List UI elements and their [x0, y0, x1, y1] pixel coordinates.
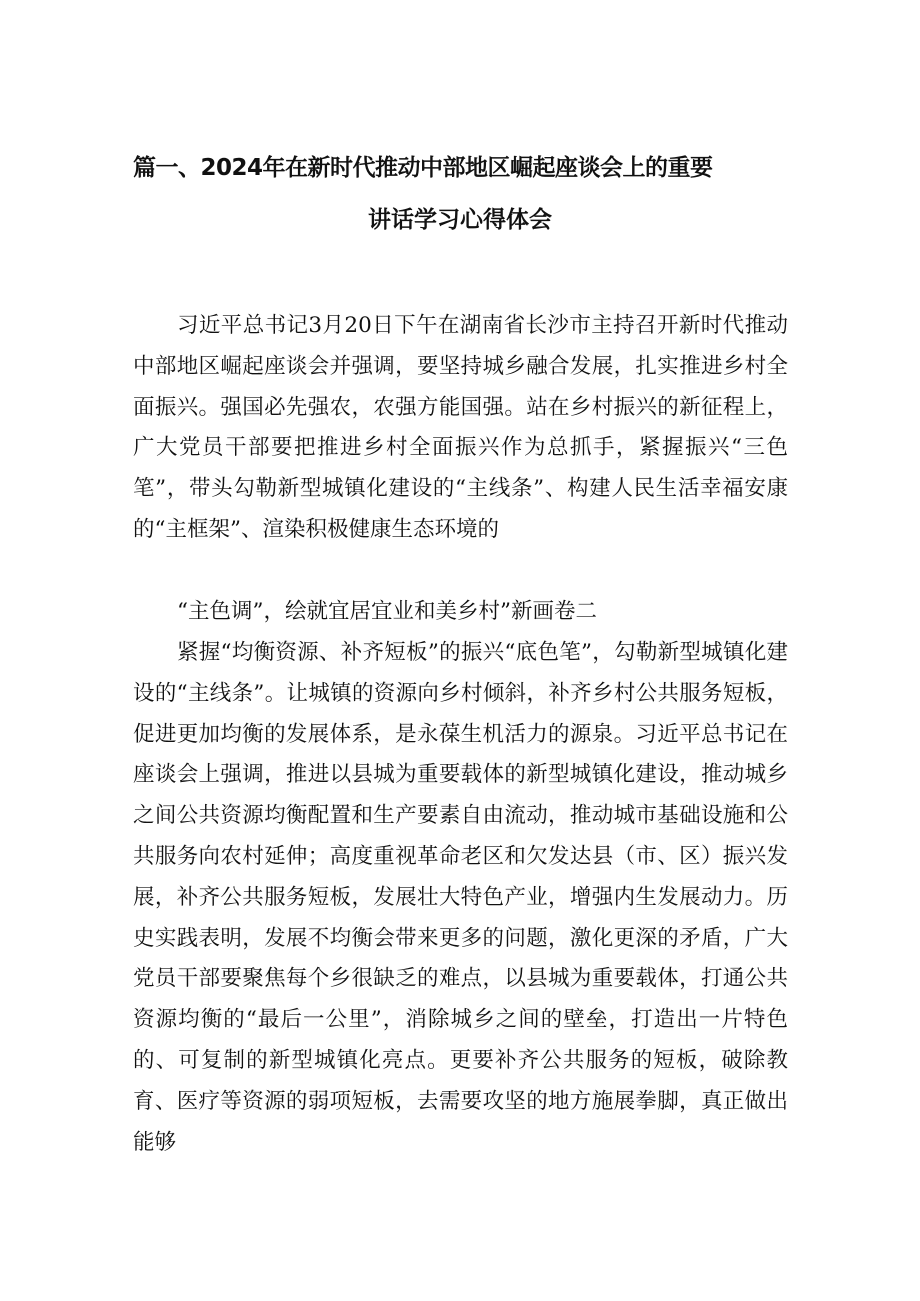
paragraph-2: 紧握“均衡资源、补齐短板”的振兴“底色笔”，勾勒新型城镇化建设的“主线条”。让城镇的资源向乡村倾斜，补齐乡村公共服务短板，促进更加均衡的发展体系，是永葆生机活力的源泉。习近平总书记在座谈会上强调，推进以县城为重要载体的新型城镇化建设，推动城乡之间公共资源均衡配置和生产要素自由流动，推动城市基础设施和公共服务向农村延伸；高度重视革命老区和欠发达县（市、区）振兴发展，补齐公共服务短板，发展壮大特色产业，增强内生发展动力。历史实践表明，发展不均衡会带来更多的问题，激化更深的矛盾，广大党员干部要聚焦每个乡很缺乏的难点，以县城为重要载体，打通公共资源均衡的“最后一公里”，消除城乡之间的壁垒，打造出一片特色的、可复制的新型城镇化亮点。更要补齐公共服务的短板，破除教育、医疗等资源的弱项短板，去需要攻坚的地方施展拳脚，真正做出能够 [133, 640, 788, 1155]
document-title-line-1: 篇一、2024年在新时代推动中部地区崛起座谈会上的重要 [133, 155, 713, 181]
document-title-line-2: 讲话学习心得体会 [368, 207, 552, 233]
paragraph-1-tail: “主色调”，绘就宜居宜业和美乡村”新画卷二 [177, 599, 597, 624]
paragraph-1: 习近平总书记3月20日下午在湖南省长沙市主持召开新时代推动中部地区崛起座谈会并强调，要坚持城乡融合发展，扎实推进乡村全面振兴。强国必先强农，农强方能国强。站在乡村振兴的新征程上，广大党员干部要把推进乡村全面振兴作为总抓手，紧握振兴“三色笔”，带头勾勒新型城镇化建设的“主线条”、构建人民生活幸福安康的“主框架”、渲染积极健康生态环境的 [133, 313, 788, 542]
